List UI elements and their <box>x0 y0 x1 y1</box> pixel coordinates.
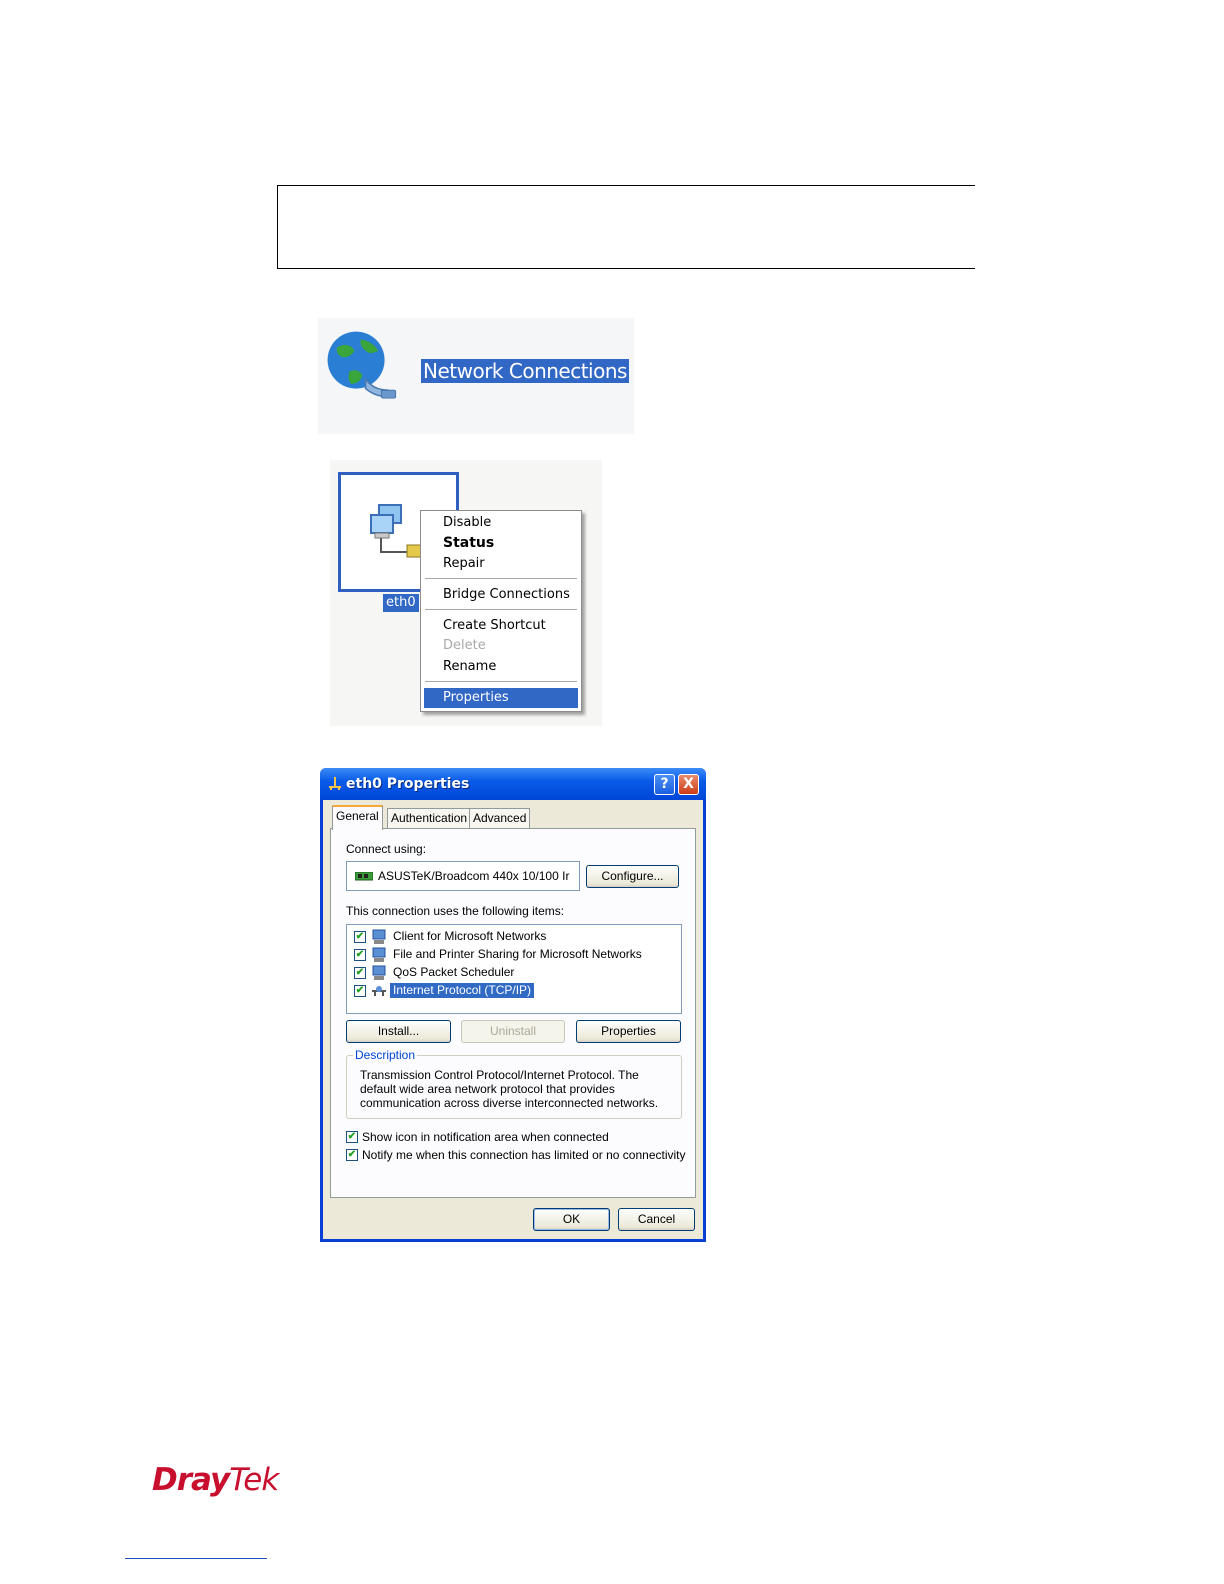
footer-line <box>125 1558 267 1559</box>
network-adapter-icon <box>355 872 373 882</box>
network-connections-label[interactable]: Network Connections <box>423 359 627 383</box>
properties-button[interactable]: Properties <box>576 1020 681 1043</box>
components-list <box>346 924 682 1014</box>
eth0-properties-dialog <box>320 768 706 1242</box>
eth0-label[interactable]: eth0 <box>383 594 419 612</box>
close-button[interactable]: X <box>678 774 699 795</box>
component-label: Client for Microsoft Networks <box>393 929 547 943</box>
connect-using-label: Connect using: <box>346 842 427 856</box>
menu-item-disable[interactable]: Disable <box>443 515 492 530</box>
adapter-field <box>346 861 580 891</box>
adapter-name: ASUSTeK/Broadcom 440x 10/100 Ir <box>378 869 570 883</box>
component-checkbox[interactable]: ✔ <box>355 931 365 942</box>
dialog-title: eth0 Properties <box>346 776 470 792</box>
menu-item-status[interactable]: Status <box>443 535 495 551</box>
note-box <box>277 185 975 269</box>
logo-part-tek: Tek <box>229 1462 279 1498</box>
component-label: File and Printer Sharing for Microsoft Networks <box>393 947 642 961</box>
description-legend: Description <box>355 1048 416 1062</box>
menu-separator <box>425 681 577 682</box>
items-label: This connection uses the following items: <box>346 904 565 918</box>
menu-item-create-shortcut[interactable]: Create Shortcut <box>443 618 546 633</box>
description-group <box>346 1048 682 1119</box>
notify-label[interactable]: Notify me when this connection has limited or no connectivity <box>362 1148 686 1162</box>
ok-button[interactable]: OK <box>533 1208 610 1231</box>
configure-button[interactable]: Configure... <box>586 865 679 888</box>
show-icon-checkbox[interactable]: ✔ <box>347 1131 357 1142</box>
context-menu-screenshot <box>330 460 602 726</box>
show-icon-label[interactable]: Show icon in notification area when connected <box>362 1130 609 1144</box>
menu-item-properties[interactable]: Properties <box>424 688 578 708</box>
dialog-titlebar[interactable] <box>320 768 706 800</box>
install-button[interactable]: Install... <box>346 1020 451 1043</box>
help-button[interactable]: ? <box>654 774 675 795</box>
description-text: Transmission Control Protocol/Internet Protocol. The default wide area network protocol that provides communication across diverse interconnected networks. <box>360 1068 659 1110</box>
menu-item-bridge-connections[interactable]: Bridge Connections <box>443 587 570 602</box>
menu-separator <box>425 578 577 579</box>
menu-item-delete: Delete <box>443 638 486 653</box>
menu-item-rename[interactable]: Rename <box>443 659 497 674</box>
component-checkbox[interactable]: ✔ <box>355 985 365 996</box>
tab-general[interactable]: General <box>332 805 383 830</box>
draytek-logo <box>152 1462 278 1498</box>
computer-icon <box>371 947 387 963</box>
general-tab-panel <box>330 828 696 1198</box>
menu-separator <box>425 609 577 610</box>
logo-part-dray: Dray <box>152 1462 230 1498</box>
network-connections-icon <box>326 330 402 406</box>
tab-authentication[interactable]: Authentication <box>387 808 471 829</box>
computer-icon <box>371 965 387 981</box>
uninstall-button: Uninstall <box>461 1020 565 1043</box>
computer-icon <box>371 929 387 945</box>
component-checkbox[interactable]: ✔ <box>355 949 365 960</box>
dialog-client-area <box>323 800 703 1239</box>
component-checkbox[interactable]: ✔ <box>355 967 365 978</box>
context-menu <box>420 510 582 712</box>
component-label: QoS Packet Scheduler <box>393 965 515 979</box>
cancel-button[interactable]: Cancel <box>618 1208 695 1231</box>
component-label-selected: Internet Protocol (TCP/IP) <box>390 983 534 998</box>
notify-checkbox[interactable]: ✔ <box>347 1149 357 1160</box>
protocol-icon <box>371 983 387 999</box>
network-icon <box>327 776 343 792</box>
network-connections-shortcut[interactable] <box>318 318 634 434</box>
tab-advanced[interactable]: Advanced <box>469 808 530 829</box>
menu-item-repair[interactable]: Repair <box>443 556 485 571</box>
